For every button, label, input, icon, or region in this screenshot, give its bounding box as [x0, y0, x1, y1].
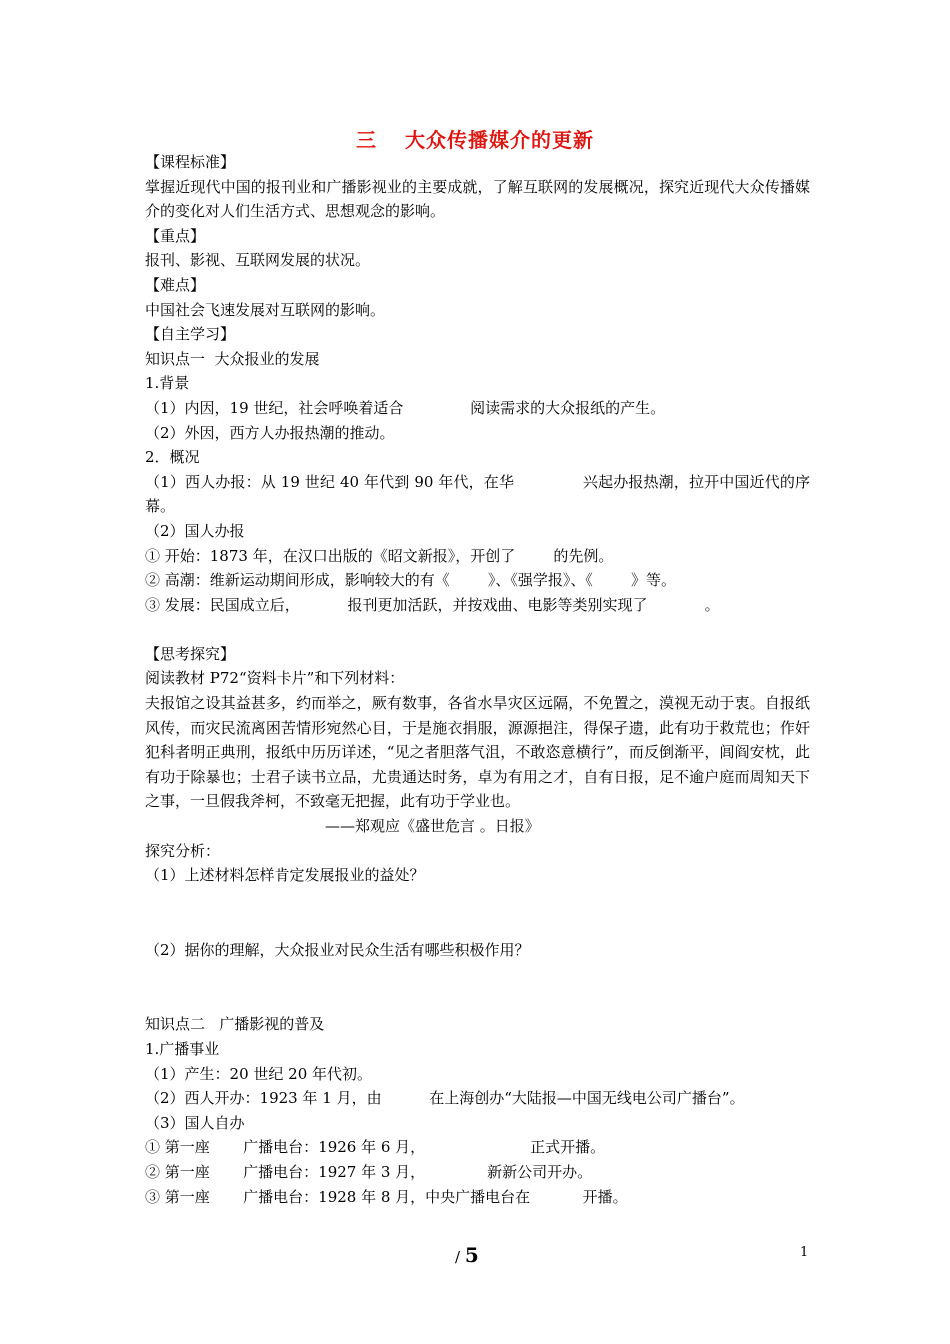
blank-line — [145, 617, 810, 642]
document-title — [0, 124, 950, 153]
key-text: 报刊、影视、互联网发展的状况。 — [145, 251, 371, 270]
knowledge-point-1-title: 知识点一 大众报业的发展 — [145, 349, 320, 368]
answer-space — [145, 962, 810, 1012]
question-1: （1）上述材料怎样肯定发展报业的益处？ — [145, 866, 425, 885]
k1-overview-heading: 2．概况 — [145, 448, 200, 467]
k1-background-item-1: （1）内因，19 世纪，社会呼唤着适合 阅读需求的大众报纸的产生。 — [145, 398, 666, 417]
page-count — [455, 1243, 479, 1267]
knowledge-point-2-title: 知识点二 广播影视的普及 — [145, 1015, 325, 1034]
difficult-heading: 【难点】 — [145, 275, 206, 294]
k1-overview-item-2b: ② 高潮：维新运动期间形成，影响较大的有《 》、《强学报》、《 》等。 — [145, 571, 677, 590]
analysis-heading: 探究分析： — [145, 841, 221, 860]
material-source: ——郑观应《盛世危言 。日报》 — [325, 817, 540, 836]
k2-radio-item-1: （1）产生：20 世纪 20 年代初。 — [145, 1064, 373, 1083]
page-number: 1 — [800, 1245, 809, 1260]
question-2: （2）据你的理解，大众报业对民众生活有哪些积极作用？ — [145, 940, 530, 959]
k1-overview-item-2c: ③ 发展：民国成立后， 报刊更加活跃，并按戏曲、电影等类别实现了 。 — [145, 595, 720, 614]
k2-radio-item-2: （2）西人开办：1923 年 1 月，由 在上海创办“大陆报—中国无线电公司广播台”。 — [145, 1089, 745, 1108]
standard-text: 掌握近现代中国的报刊业和广播影视业的主要成就，了解互联网的发展概况，探究近现代大众传播媒介的变化对人们生活方式、思想观念的影响。 — [145, 177, 810, 221]
think-intro: 阅读教材 P72“资料卡片”和下列材料： — [145, 669, 405, 688]
answer-space — [145, 888, 810, 938]
difficult-text: 中国社会飞速发展对互联网的影响。 — [145, 300, 386, 319]
k2-radio-heading: 1.广播事业 — [145, 1040, 220, 1058]
k2-radio-item-3: （3）国人自办 — [145, 1113, 245, 1132]
self-study-heading: 【自主学习】 — [145, 325, 236, 344]
document-body — [145, 150, 810, 1209]
total-pages: 5 — [464, 1243, 479, 1267]
material-passage: 夫报馆之设其益甚多，约而举之，厥有数事，各省水旱灾区远隔，不免置之，漠视无动于衷。自报纸风传，而灾民流离困苦情形宛然心目，于是施衣捐服，源源挹注，得保孑遗，此有功于救荒也；作奸犯科者明正典刑，报纸中历历详述，“见之者胆落气沮，不敢恣意横行”，而反倒渐平，闾阎安枕，此有功于除暴也；士君子读书立品，尤贵通达时务，卓为有用之才，自有日报，足不逾户庭而周知天下之事，一旦假我斧柯，不致毫无把握，此有功于学业也。 — [145, 694, 810, 811]
k2-radio-item-3b: ② 第一座 广播电台：1927 年 3 月， 新新公司开办。 — [145, 1162, 593, 1181]
standard-heading: 【课程标准】 — [145, 153, 236, 171]
title-text: 大众传播媒介的更新 — [405, 128, 594, 152]
k2-radio-item-3a: ① 第一座 广播电台：1926 年 6 月， 正式开播。 — [145, 1138, 606, 1157]
key-heading: 【重点】 — [145, 226, 206, 245]
k1-overview-item-1: （1）西人办报：从 19 世纪 40 年代到 90 年代，在华 兴起办报热潮，拉开中国近代的序幕。 — [145, 472, 810, 516]
k1-background-heading: 1.背景 — [145, 374, 190, 393]
k2-radio-item-3c: ③ 第一座 广播电台：1928 年 8 月，中央广播电台在 开播。 — [145, 1187, 628, 1206]
k1-background-item-2: （2）外因，西方人办报热潮的推动。 — [145, 423, 395, 442]
page-slash: / — [455, 1248, 461, 1266]
think-heading: 【思考探究】 — [145, 644, 236, 663]
title-number: 三 — [356, 128, 377, 152]
k1-overview-item-2a: ① 开始：1873 年，在汉口出版的《昭文新报》，开创了 的先例。 — [145, 546, 614, 565]
k1-overview-item-2: （2）国人办报 — [145, 521, 245, 540]
